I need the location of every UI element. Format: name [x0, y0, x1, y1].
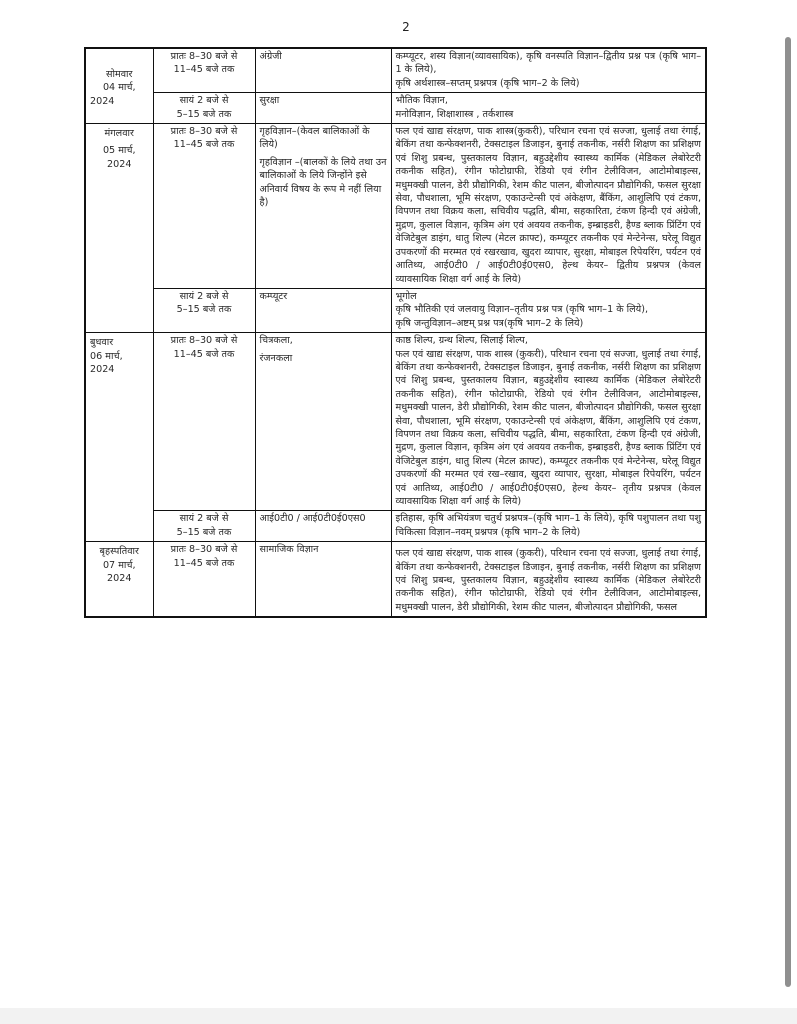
paper-text: भूगोल	[395, 290, 417, 302]
subject: गृहविज्ञान –(बालकों के लिये तथा उन बालिकाओं के लिये जिन्होंने इसे अनिवार्य विषय के रूप मे नहीं लिया है)	[259, 156, 387, 209]
time-start: सायं 2 बजे से	[179, 95, 229, 107]
time-end: 5–15 बजे तक	[176, 526, 232, 538]
time-start: प्रातः 8–30 बजे से	[170, 126, 238, 138]
day-date: 06 मार्च,	[90, 350, 123, 362]
paper-text: इतिहास, कृषि अभियंत्रण चतुर्थ प्रश्नपत्र–(कृषि भाग–1 के लिये), कृषि पशुपालन तथा पशु चिकित्सा विज्ञान–नवम् प्रश्नपत्र (कृषि भाग–2 के लिये)	[395, 513, 701, 538]
time-start: प्रातः 8–30 बजे से	[170, 544, 238, 556]
time-end: 11–45 बजे तक	[173, 348, 235, 360]
paper-text: फल एवं खाद्य संरक्षण, पाक शास्त्र (कुकरी), परिधान रचना एवं सज्जा, धुलाई तथा रंगाई, बेकिंग तथा कन्फेक्शनरी, टेक्सटाइल डिजाइन, बुनाई तकनीक, नर्सरी शिक्षण का प्रशिक्षण एवं शिशु प्रबन्ध, पुस्तकालय विज्ञान, बहुउद्देशीय स्वास्थ्य कार्मिक (मेडिकल लेबोरेटरी तकनीक सहित), रंगीन फोटोग्राफी, रेडियो एवं रंगीन टेलीविजन, आटोमोबाइल्स, मधुमक्खी पालन, डेरी प्रौद्योगिकी, रेशम कीट पालन, बीजोत्पादन प्रौद्योगिकी, फसल सुरक्षा सेवा, पौधशाला, भूमि संरक्षण, एकाउन्टेन्सी एवं अंकेक्षण, बैंकिंग, आशुलिपि एवं टंकण, विपणन तथा विक्रय कला, सचिवीय पद्धति, बीमा, सहकारिता, टंकण हिन्दी एवं अंग्रेजी, मुद्रण, कुलाल विज्ञान, कृत्रिम अंग एवं अवयव तकनीक, इम्ब्राइडरी, हैण्ड ब्लाक प्रिंटिंग एवं वेजिटेबुल डाइंग, धातु शिल्प (मेटल क्राफ्ट), कम्प्यूटर तकनीक एवं मेन्टेनेन्स, घरेलू विद्युत उपकरणों की मरम्मत एवं रख–रखाव, खुदरा व्यापार, सुरक्षा, मोबाइल रिपेयरिंग, पर्यटन एवं आतिथ्य, आई0टी0 / आई0टी0ई0एस0, हेल्थ केयर– तृतीय प्रश्नपत्र (केवल व्यावसायिक शिक्षा वर्ग आई के लिये)	[395, 348, 701, 507]
subject-cell	[255, 124, 391, 289]
day-date: 04 मार्च,	[102, 82, 136, 94]
subject: सुरक्षा	[259, 95, 280, 107]
paper-text: फल एवं खाद्य संरक्षण, पाक शास्त्र(कुकरी), परिधान रचना एवं सज्जा, धुलाई तथा रंगाई, बेकिंग तथा कन्फेक्शनरी, टेक्सटाइल डिजाइन, बुनाई तकनीक, नर्सरी शिक्षण का प्रशिक्षण एवं शिशु प्रबन्ध, पुस्तकालय विज्ञान, बहुउद्देशीय स्वास्थ्य कार्मिक (मेडिकल लेबोरेटरी तकनीक सहित), रंगीन फोटोग्राफी, रेडियो एवं रंगीन टेलीविजन, आटोमोबाइल्स, मधुमक्खी पालन, डेरी प्रौद्योगिकी, रेशम कीट पालन, बीजोत्पादन प्रौद्योगिकी, फसल सुरक्षा सेवा, पौधशाला, भूमि संरक्षण, एकाउन्टेन्सी एवं अंकेक्षण, बैंकिंग, आशुलिपि एवं टंकण, विपणन तथा विक्रय कला, सचिवीय पद्धति, बीमा, सहकारिता, टंकण हिन्दी एवं अंग्रेजी, मुद्रण, कुलाल विज्ञान, कृत्रिम अंग एवं अवयव तकनीक, इम्ब्राइडरी, हैण्ड ब्लाक प्रिंटिंग एवं वेजिटेबुल डाइंग, धातु शिल्प (मेटल क्राफ्ट), कम्प्यूटर तकनीक एवं मेन्टेनेन्स, घरेलू विद्युत उपकरणों की मरम्मत एवं रखरखाव, खुदरा व्यापार, सुरक्षा, मोबाइल रिपेयरिंग, पर्यटन एवं आतिथ्य, आई0टी0 / आई0टी0ई0एस0, हेल्थ केयर– द्वितीय प्रश्नपत्र (केवल व्यावसायिक शिक्षा वर्ग आई के लिये)	[395, 126, 701, 285]
day-cell	[85, 333, 153, 542]
day-name: सोमवार	[106, 69, 133, 80]
day-cell	[85, 48, 153, 124]
subject-cell	[255, 511, 391, 542]
exam-schedule-table	[84, 47, 707, 618]
time-start: प्रातः 8–30 बजे से	[170, 51, 238, 62]
paper-text: भौतिक विज्ञान,	[395, 95, 448, 107]
viewer-bottom-bar	[0, 1008, 797, 1024]
table-row	[85, 124, 706, 289]
day-name: बुधवार	[90, 337, 114, 349]
papers-cell	[391, 124, 706, 289]
papers-cell	[391, 93, 706, 124]
papers-cell	[391, 333, 706, 511]
papers-cell	[391, 542, 706, 618]
papers-cell	[391, 48, 706, 93]
paper-text: मनोविज्ञान, शिक्षाशास्त्र , तर्कशास्त्र	[395, 108, 514, 120]
time-start: प्रातः 8–30 बजे से	[170, 335, 238, 347]
subject-cell	[255, 288, 391, 332]
time-cell	[153, 288, 255, 332]
table-row	[85, 48, 706, 93]
subject-cell	[255, 93, 391, 124]
paper-text: कृषि अर्थशास्त्र–सप्तम् प्रश्नपत्र (कृषि भाग–2 के लिये)	[395, 77, 580, 89]
day-year: 2024	[90, 363, 115, 375]
paper-text: कृषि जन्तुविज्ञान–अष्टम् प्रश्न पत्र(कृषि भाग–2 के लिये)	[395, 317, 584, 329]
day-name: बृहस्पतिवार	[99, 546, 139, 558]
page-number: 2	[402, 20, 410, 34]
table-row	[85, 288, 706, 332]
table-row	[85, 93, 706, 124]
paper-text: कम्प्यूटर, शस्य विज्ञान(व्यावसायिक), कृषि वनस्पति विज्ञान–द्वितीय प्रश्न पत्र (कृषि भाग–1 के लिये),	[395, 51, 701, 76]
day-year: 2024	[107, 158, 132, 170]
day-year: 2024	[90, 95, 115, 107]
time-cell	[153, 124, 255, 289]
time-cell	[153, 93, 255, 124]
subject: रंजनकला	[259, 352, 293, 364]
time-cell	[153, 48, 255, 93]
time-end: 11–45 बजे तक	[173, 64, 235, 76]
day-date: 07 मार्च,	[102, 559, 136, 571]
subject: अंग्रेजी	[259, 51, 282, 62]
day-name: मंगलवार	[104, 128, 134, 140]
time-end: 11–45 बजे तक	[173, 557, 235, 569]
subject-cell	[255, 542, 391, 618]
vertical-scrollbar[interactable]	[785, 37, 791, 987]
time-cell	[153, 511, 255, 542]
time-cell	[153, 333, 255, 511]
time-end: 5–15 बजे तक	[176, 108, 232, 120]
subject-cell	[255, 48, 391, 93]
time-start: सायं 2 बजे से	[179, 290, 229, 302]
subject: कम्प्यूटर	[259, 290, 288, 302]
subject: चित्रकला,	[259, 335, 293, 347]
subject: सामाजिक विज्ञान	[259, 544, 319, 556]
paper-text: कृषि भौतिकी एवं जलवायु विज्ञान–तृतीय प्रश्न पत्र (कृषि भाग–1 के लिये),	[395, 304, 649, 316]
day-cell	[85, 542, 153, 618]
time-end: 5–15 बजे तक	[176, 304, 232, 316]
day-date: 05 मार्च,	[102, 145, 136, 157]
subject: गृहविज्ञान–(केवल बालिकाओं के लिये)	[259, 126, 370, 151]
paper-text: काष्ठ शिल्प, ग्रन्थ शिल्प, सिलाई शिल्प,	[395, 335, 528, 347]
papers-cell	[391, 288, 706, 332]
table-row	[85, 333, 706, 511]
time-end: 11–45 बजे तक	[173, 139, 235, 151]
subject: आई0टी0 / आई0टी0ई0एस0	[259, 513, 366, 525]
paper-text: फल एवं खाद्य संरक्षण, पाक शास्त्र (कुकरी), परिधान रचना एवं सज्जा, धुलाई तथा रंगाई, बेकिंग तथा कन्फेक्शनरी, टेक्सटाइल डिजाइन, बुनाई तकनीक, नर्सरी शिक्षण का प्रशिक्षण एवं शिशु प्रबन्ध, पुस्तकालय विज्ञान, बहुउद्देशीय स्वास्थ्य कार्मिक (मेडिकल लेबोरेटरी तकनीक सहित), रंगीन फोटोग्राफी, रेडियो एवं रंगीन टेलीविजन, आटोमोबाइल्स, मधुमक्खी पालन, डेरी प्रौद्योगिकी, रेशम कीट पालन, बीजोत्पादन प्रौद्योगिकी, फसल	[395, 548, 701, 613]
day-year: 2024	[107, 573, 132, 585]
time-start: सायं 2 बजे से	[179, 513, 229, 525]
table-row	[85, 542, 706, 618]
time-cell	[153, 542, 255, 618]
day-cell	[85, 124, 153, 333]
papers-cell	[391, 511, 706, 542]
subject-cell	[255, 333, 391, 511]
table-row	[85, 511, 706, 542]
